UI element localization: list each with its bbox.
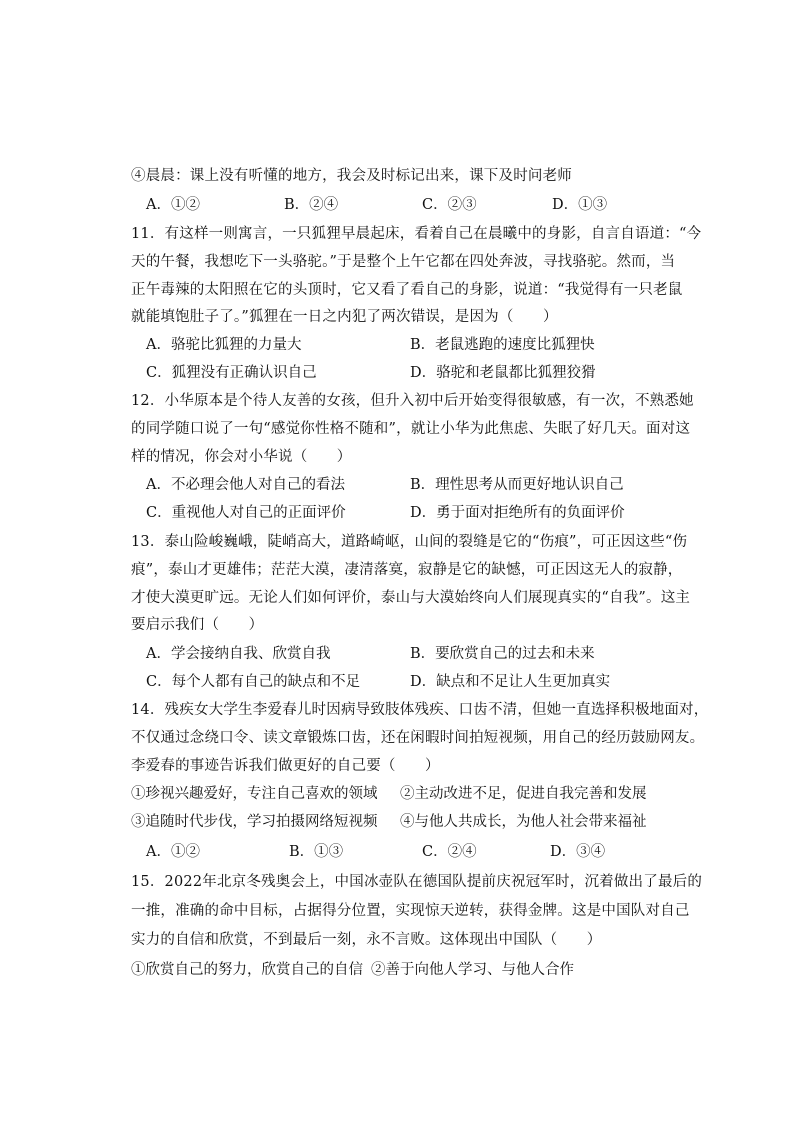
q10-option-a: A．①② (146, 197, 200, 213)
q15-statement-1: ①欣赏自己的努力，欣赏自己的自信 (131, 962, 363, 978)
q11-stem-line-4: 就能填饱肚子了。”狐狸在一日之内犯了两次错误，是因为（ ） (131, 309, 558, 325)
q13-option-b: B．要欣赏自己的过去和未来 (410, 646, 595, 662)
q14-option-a: A．①② (146, 844, 200, 860)
q14-stem-line-1: 14．残疾女大学生李爱春儿时因病导致肢体残疾、口齿不清，但她一直选择积极地面对， (131, 702, 709, 718)
q15-stem-line-1: 15．2022年北京冬残奥会上，中国冰壶队在德国队提前庆祝冠军时，沉着做出了最后的 (131, 874, 703, 890)
q12-option-c: C．重视他人对自己的正面评价 (146, 505, 346, 521)
q11-stem-line-1: 11．有这样一则寓言，一只狐狸早晨起床，看着自己在晨曦中的身影，自言自语道：“今 (131, 226, 702, 242)
q11-stem-line-2: 天的午餐，我想吃下一头骆驼。”于是整个上午它都在四处奔波，寻找骆驼。然而，当 (131, 254, 676, 270)
q11-option-b: B．老鼠逃跑的速度比狐狸快 (410, 337, 595, 353)
q10-option-c: C．②③ (422, 197, 477, 213)
q13-option-d: D．缺点和不足让人生更加真实 (410, 674, 611, 690)
q14-statement-1: ①珍视兴趣爱好，专注自己喜欢的领域 (131, 786, 378, 802)
q13-option-c: C．每个人都有自己的缺点和不足 (146, 674, 361, 690)
q14-statement-2: ②主动改进不足，促进自我完善和发展 (400, 786, 647, 802)
q10-option-d: D．①③ (552, 197, 608, 213)
q12-stem-line-3: 样的情况，你会对小华说（ ） (131, 449, 352, 465)
q13-option-a: A．学会接纳自我、欣赏自我 (146, 646, 331, 662)
q15-stem-line-3: 实力的自信和欣赏，不到最后一刻，永不言败。这体现出中国队（ ） (131, 932, 602, 948)
q14-stem-line-2: 不仅通过念绕口令、读文章锻炼口齿，还在闲暇时间拍短视频，用自己的经历鼓励网友。 (131, 730, 705, 746)
q12-stem-line-1: 12．小华原本是个待人友善的女孩，但升入初中后开始变得很敏感，有一次，不熟悉她 (131, 393, 694, 409)
q13-stem-line-2: 痕”，泰山才更雄伟；茫茫大漠，凄清落寞，寂静是它的缺憾，可正因这无人的寂静， (131, 562, 683, 578)
q10-statement-4: ④晨晨：课上没有听懂的地方，我会及时标记出来，课下及时问老师 (131, 168, 572, 184)
q10-option-b: B．②④ (284, 197, 339, 213)
q15-stem-line-2: 一推，准确的命中目标，占据得分位置，实现惊天逆转，获得金牌。这是中国队对自己 (131, 903, 690, 919)
q12-option-b: B．理性思考从而更好地认识自己 (410, 477, 624, 493)
q14-statement-3: ③追随时代步伐，学习拍摄网络短视频 (131, 814, 378, 830)
q13-stem-line-3: 才使大漠更旷远。无论人们如何评价，泰山与大漠始终向人们展现真实的“自我”。这主 (131, 590, 691, 606)
q12-option-a: A．不必理会他人对自己的看法 (146, 477, 345, 493)
q11-option-c: C．狐狸没有正确认识自己 (146, 365, 317, 381)
q12-option-d: D．勇于面对拒绝所有的负面评价 (410, 505, 625, 521)
q11-option-d: D．骆驼和老鼠都比狐狸狡猾 (410, 365, 596, 381)
q15-statement-2: ②善于向他人学习、与他人合作 (371, 962, 574, 978)
q12-stem-line-2: 的同学随口说了一句“感觉你性格不随和”，就让小华为此焦虑、失眠了好几天。面对这 (131, 421, 691, 437)
q14-option-d: D．③④ (550, 844, 606, 860)
q14-stem-line-3: 李爱春的事迹告诉我们做更好的自己要（ ） (131, 758, 440, 774)
q13-stem-line-4: 要启示我们（ ） (131, 617, 264, 633)
q11-stem-line-3: 正午毒辣的太阳照在它的头顶时，它又看了看自己的身影，说道：“我觉得有一只老鼠 (131, 282, 683, 298)
q14-statement-4: ④与他人共成长，为他人社会带来福祉 (400, 814, 647, 830)
q11-option-a: A．骆驼比狐狸的力量大 (146, 337, 302, 353)
q14-option-b: B．①③ (289, 844, 344, 860)
q14-option-c: C．②④ (422, 844, 477, 860)
q13-stem-line-1: 13．泰山险峻巍峨，陡峭高大，道路崎岖，山间的裂缝是它的“伤痕”，可正因这些“伤 (131, 534, 688, 550)
